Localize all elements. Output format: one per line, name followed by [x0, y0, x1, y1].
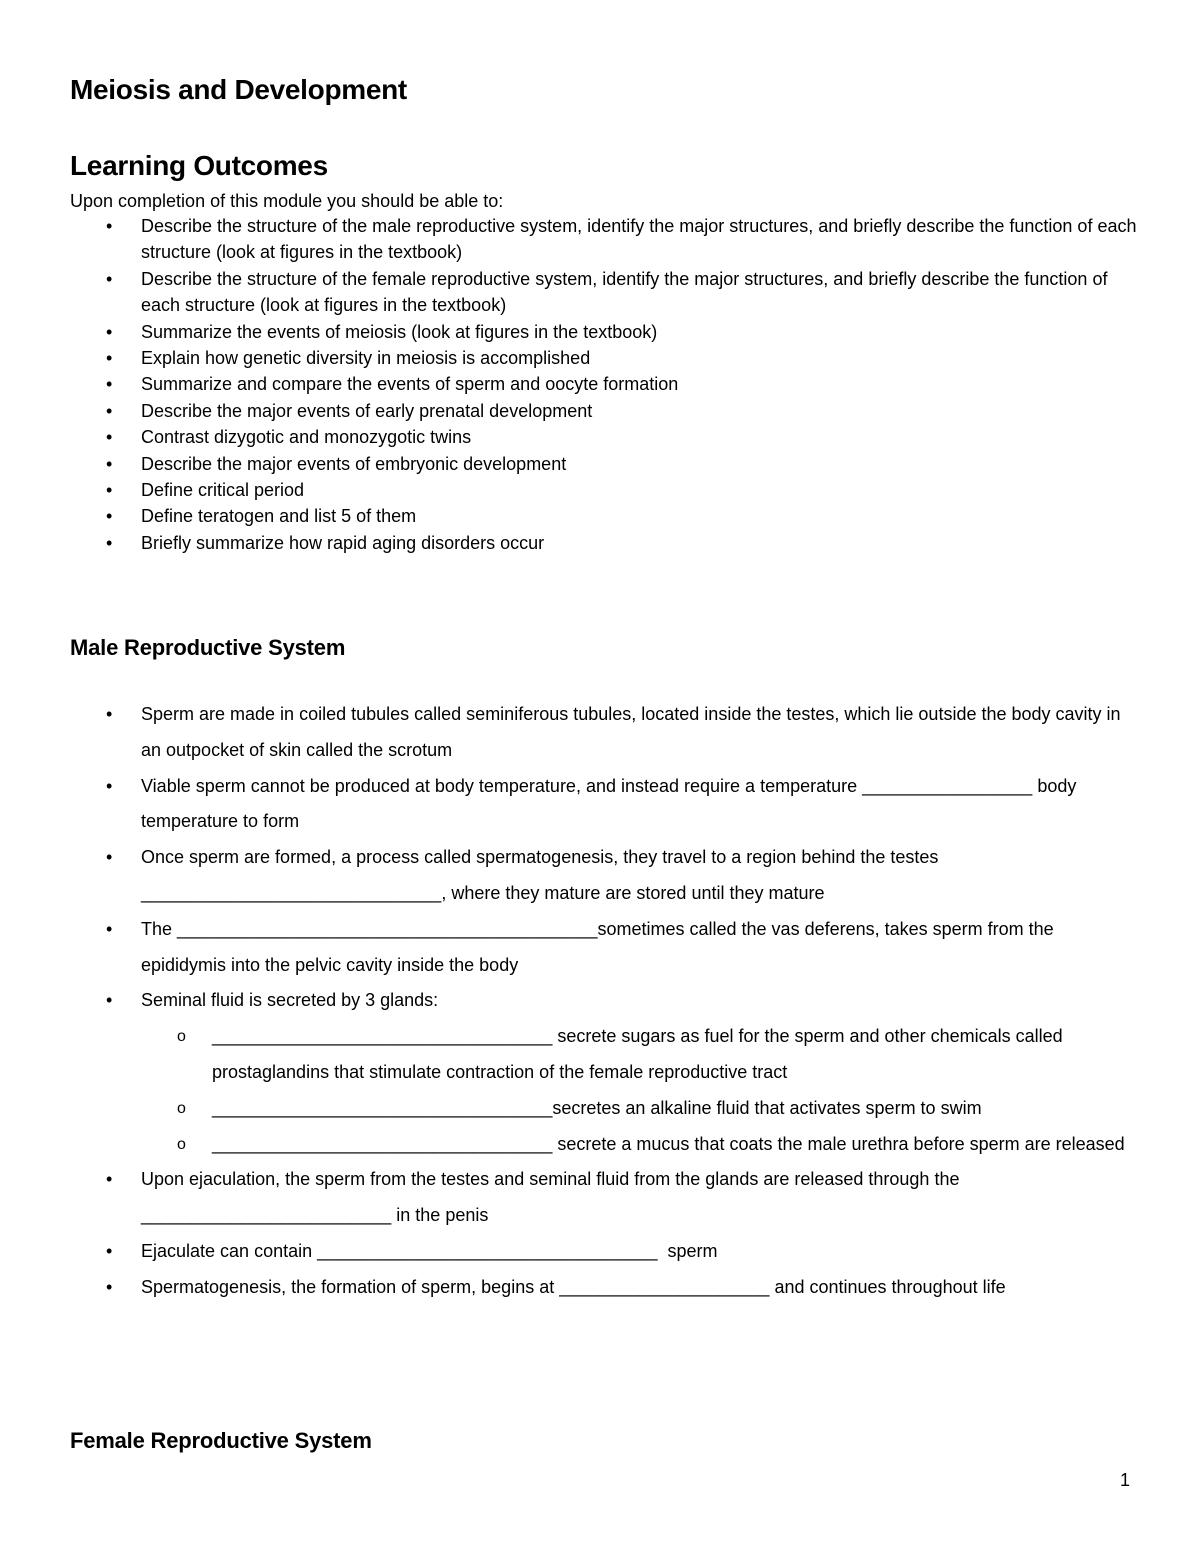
bullet-icon: • — [106, 480, 113, 501]
circle-bullet-icon: o — [177, 1099, 186, 1117]
bullet-icon: • — [106, 268, 113, 289]
list-item: • Viable sperm cannot be produced at body temperature, and instead require a temperature _________________ body temperature to form — [70, 769, 1140, 841]
fill-in-blank[interactable]: __________________________________________ — [177, 918, 598, 939]
fill-in-blank[interactable]: __________________________________ — [212, 1133, 553, 1154]
bullet-icon: • — [106, 427, 113, 448]
fill-in-blank[interactable]: __________________________________ — [317, 1240, 658, 1261]
female-system-heading: Female Reproductive System — [70, 1428, 372, 1453]
fill-in-blank[interactable]: _________________ — [862, 775, 1033, 796]
list-item: • Describe the major events of embryonic development — [70, 451, 1140, 477]
list-item: • Contrast dizygotic and monozygotic twins — [70, 424, 1140, 450]
circle-bullet-icon: o — [177, 1028, 186, 1046]
list-item: • Spermatogenesis, the formation of sperm, begins at _____________________ and continues throughout life — [70, 1270, 1140, 1306]
list-item: • Describe the structure of the male reproductive system, identify the major structures, and briefly describe the function of each structure (look at figures in the textbook) — [70, 213, 1140, 266]
list-item: • Describe the structure of the female reproductive system, identify the major structures, and briefly describe the function of each structure (look at figures in the textbook) — [70, 266, 1140, 319]
bullet-icon: • — [106, 1169, 113, 1190]
glands-sublist — [141, 1019, 1140, 1162]
bullet-icon: • — [106, 321, 113, 342]
list-item: • Ejaculate can contain __________________________________ sperm — [70, 1234, 1140, 1270]
list-item: • Summarize the events of meiosis (look at figures in the textbook) — [70, 319, 1140, 345]
bullet-icon: • — [106, 990, 113, 1011]
list-item: • Define critical period — [70, 477, 1140, 503]
sub-list-item: o __________________________________secretes an alkaline fluid that activates sperm to swim — [141, 1091, 1140, 1127]
list-item: • The __________________________________________sometimes called the vas deferens, takes sperm from the epididymis into the pelvic cavity inside the body — [70, 912, 1140, 984]
bullet-icon: • — [106, 532, 113, 553]
bullet-icon: • — [106, 374, 113, 395]
list-item: • Seminal fluid is secreted by 3 glands: o __________________________________ secrete sugars as fuel for the sperm and other chemicals called prostaglandins that stimulate contraction of the female reproductive tract o __________________________________secretes an alkaline fluid that activates sperm to swim o __________________________________ secrete a mucus that coats the male urethra before sperm are released — [70, 983, 1140, 1162]
fill-in-blank[interactable]: __________________________________ — [212, 1026, 553, 1047]
list-item: • Define teratogen and list 5 of them — [70, 503, 1140, 529]
list-item: • Summarize and compare the events of sperm and oocyte formation — [70, 371, 1140, 397]
fill-in-blank[interactable]: ______________________________ — [141, 882, 442, 903]
list-item: • Once sperm are formed, a process called spermatogenesis, they travel to a region behind the testes ______________________________, where they mature are stored until they mature — [70, 840, 1140, 912]
bullet-icon: • — [106, 453, 113, 474]
list-item: • Sperm are made in coiled tubules called seminiferous tubules, located inside the testes, which lie outside the body cavity in an outpocket of skin called the scrotum — [70, 697, 1140, 769]
bullet-icon: • — [106, 348, 113, 369]
fill-in-blank[interactable]: _________________________ — [141, 1205, 392, 1226]
bullet-icon: • — [106, 704, 113, 724]
male-system-list — [70, 697, 1140, 1306]
sub-list-item: o __________________________________ secrete a mucus that coats the male urethra before sperm are released — [141, 1127, 1140, 1163]
bullet-icon: • — [106, 400, 113, 421]
fill-in-blank[interactable]: __________________________________ — [212, 1097, 553, 1118]
bullet-icon: • — [106, 775, 113, 796]
learning-outcomes-heading: Learning Outcomes — [70, 150, 328, 181]
bullet-icon: • — [106, 1276, 113, 1297]
page-number: 1 — [1120, 1470, 1131, 1490]
bullet-icon: • — [106, 506, 113, 527]
list-item: • Explain how genetic diversity in meiosis is accomplished — [70, 345, 1140, 371]
list-item: • Briefly summarize how rapid aging disorders occur — [70, 530, 1140, 556]
bullet-icon: • — [106, 847, 113, 868]
learning-outcomes-list — [70, 213, 1140, 556]
bullet-icon: • — [106, 1240, 113, 1261]
learning-outcomes-intro: Upon completion of this module you should be able to: — [70, 191, 504, 211]
fill-in-blank[interactable]: _____________________ — [559, 1276, 770, 1297]
sub-list-item: o __________________________________ secrete sugars as fuel for the sperm and other chemicals called prostaglandins that stimulate contraction of the female reproductive tract — [141, 1019, 1140, 1091]
list-item: • Describe the major events of early prenatal development — [70, 398, 1140, 424]
document-title: Meiosis and Development — [70, 74, 407, 105]
bullet-icon: • — [106, 918, 113, 939]
circle-bullet-icon: o — [177, 1135, 186, 1153]
list-item: • Upon ejaculation, the sperm from the testes and seminal fluid from the glands are released through the _________________________ in the penis — [70, 1162, 1140, 1234]
bullet-icon: • — [106, 216, 113, 236]
male-system-heading: Male Reproductive System — [70, 635, 346, 660]
